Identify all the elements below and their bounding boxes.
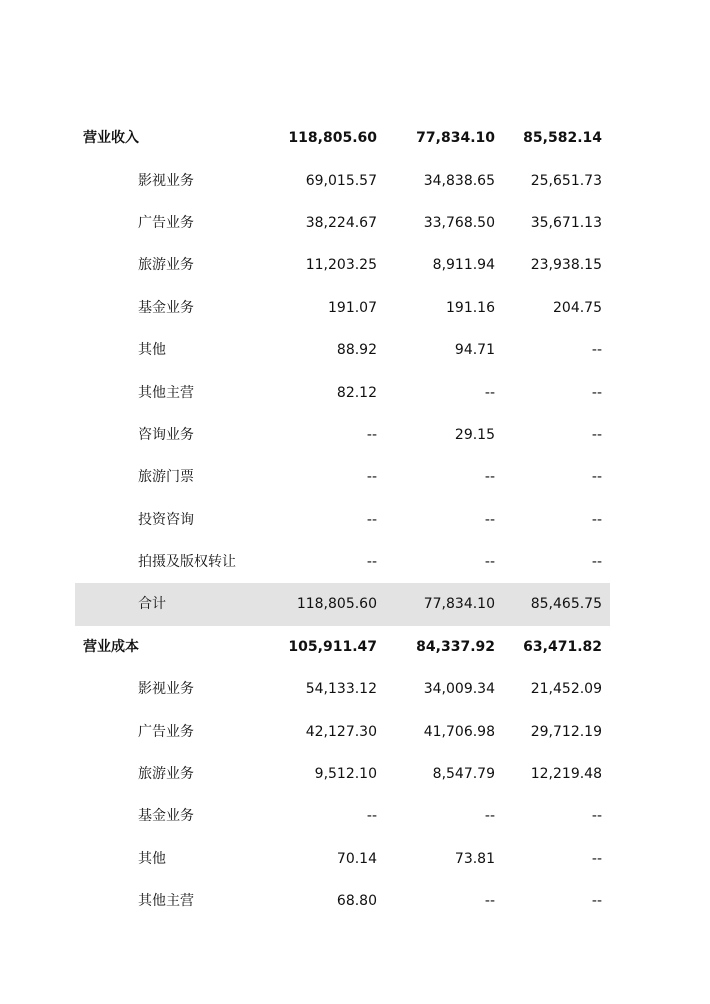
value-col-2: 77,834.10: [423, 596, 495, 613]
value-col-3: --: [591, 511, 602, 528]
value-col-1: 70.14: [336, 850, 377, 867]
value-col-3: 12,219.48: [530, 766, 602, 783]
value-col-3: 35,671.13: [530, 214, 602, 231]
total-label: 合计: [138, 596, 166, 613]
value-col-1: --: [366, 426, 377, 443]
row-label: 其他主营: [138, 893, 194, 910]
row-label: 其他: [138, 342, 166, 359]
row-label: 影视业务: [138, 172, 194, 189]
value-col-3: --: [591, 893, 602, 910]
table-row: [75, 287, 610, 329]
table-row: [75, 880, 610, 922]
value-col-2: --: [484, 808, 495, 825]
row-label: 基金业务: [138, 808, 194, 825]
value-col-1: 82.12: [336, 384, 377, 401]
value-col-1: 69,015.57: [305, 172, 377, 189]
value-col-1: 68.80: [336, 893, 377, 910]
value-col-1: --: [366, 469, 377, 486]
value-col-2: 73.81: [454, 850, 495, 867]
value-col-2: 77,834.10: [416, 130, 495, 147]
row-label: 影视业务: [138, 681, 194, 698]
value-col-3: 63,471.82: [523, 638, 602, 655]
value-col-2: 8,547.79: [432, 766, 495, 783]
table-row: [75, 371, 610, 413]
value-col-1: 38,224.67: [305, 214, 377, 231]
value-col-3: 25,651.73: [530, 172, 602, 189]
value-col-1: 42,127.30: [305, 723, 377, 740]
total-row: [75, 583, 610, 625]
value-col-2: 41,706.98: [423, 723, 495, 740]
value-col-3: 85,465.75: [530, 596, 602, 613]
value-col-1: 118,805.60: [296, 596, 377, 613]
value-col-2: --: [484, 469, 495, 486]
value-col-2: 33,768.50: [423, 214, 495, 231]
value-col-2: 34,009.34: [423, 681, 495, 698]
value-col-2: --: [484, 384, 495, 401]
value-col-1: 191.07: [328, 299, 377, 316]
table-row: [75, 541, 610, 583]
value-col-3: 21,452.09: [530, 681, 602, 698]
table-row: [75, 710, 610, 752]
value-col-2: 191.16: [446, 299, 495, 316]
row-label: 旅游门票: [138, 469, 194, 486]
table-row: [75, 456, 610, 498]
table-row: [75, 329, 610, 371]
value-col-3: 204.75: [553, 299, 602, 316]
section-label: 营业收入: [83, 130, 139, 147]
table-row: [75, 159, 610, 201]
value-col-3: --: [591, 426, 602, 443]
row-label: 旅游业务: [138, 257, 194, 274]
value-col-3: --: [591, 469, 602, 486]
row-label: 广告业务: [138, 214, 194, 231]
value-col-3: --: [591, 342, 602, 359]
value-col-2: --: [484, 554, 495, 571]
value-col-1: --: [366, 808, 377, 825]
value-col-2: 8,911.94: [432, 257, 495, 274]
value-col-2: 84,337.92: [416, 638, 495, 655]
value-col-2: 94.71: [454, 342, 495, 359]
table-row: [75, 753, 610, 795]
table-row: [75, 244, 610, 286]
row-label: 基金业务: [138, 299, 194, 316]
table-row: [75, 838, 610, 880]
table-row: [75, 668, 610, 710]
value-col-3: --: [591, 850, 602, 867]
row-label: 拍摄及版权转让: [138, 554, 236, 571]
financial-table: [75, 117, 610, 922]
value-col-1: 9,512.10: [314, 766, 377, 783]
table-row: [75, 499, 610, 541]
value-col-3: --: [591, 384, 602, 401]
value-col-3: --: [591, 808, 602, 825]
value-col-1: 88.92: [336, 342, 377, 359]
value-col-1: 118,805.60: [288, 130, 377, 147]
row-label: 旅游业务: [138, 766, 194, 783]
value-col-2: --: [484, 893, 495, 910]
value-col-1: 105,911.47: [288, 638, 377, 655]
value-col-3: 23,938.15: [530, 257, 602, 274]
value-col-1: --: [366, 554, 377, 571]
table-row: [75, 202, 610, 244]
value-col-3: 29,712.19: [530, 723, 602, 740]
row-label: 广告业务: [138, 723, 194, 740]
table-row: [75, 795, 610, 837]
value-col-1: --: [366, 511, 377, 528]
row-label: 其他: [138, 850, 166, 867]
row-label: 投资咨询: [138, 511, 194, 528]
value-col-3: --: [591, 554, 602, 571]
value-col-1: 11,203.25: [305, 257, 377, 274]
row-label: 咨询业务: [138, 426, 194, 443]
row-label: 其他主营: [138, 384, 194, 401]
table-row: [75, 414, 610, 456]
section-label: 营业成本: [83, 638, 139, 655]
value-col-2: 29.15: [454, 426, 495, 443]
section-header-row: [75, 626, 610, 668]
value-col-3: 85,582.14: [523, 130, 602, 147]
value-col-1: 54,133.12: [305, 681, 377, 698]
value-col-2: --: [484, 511, 495, 528]
value-col-2: 34,838.65: [423, 172, 495, 189]
section-header-row: [75, 117, 610, 159]
